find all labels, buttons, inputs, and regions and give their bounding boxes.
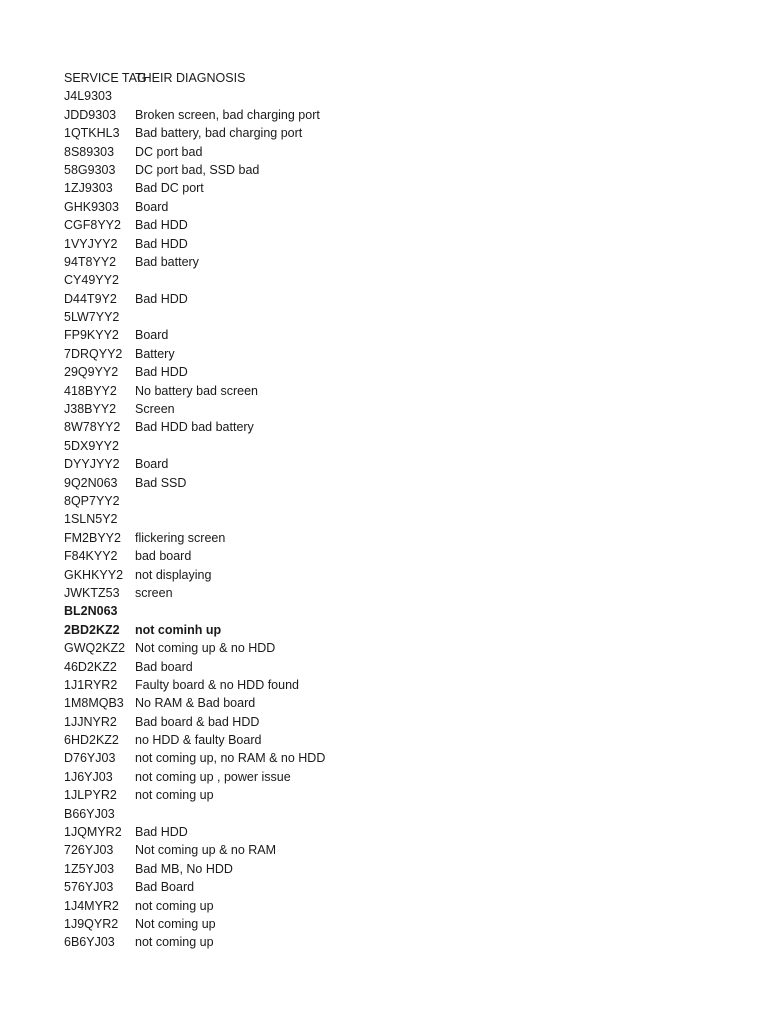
service-tag-cell: 8W78YY2: [64, 420, 121, 435]
table-row: [64, 676, 744, 694]
diagnosis-cell: Bad HDD: [135, 236, 188, 251]
diagnosis-cell: Bad board: [135, 659, 193, 674]
diagnosis-cell: Board: [135, 457, 169, 472]
header-service-tag: SERVICE TAG: [64, 71, 147, 85]
diagnosis-cell: Bad battery, bad charging port: [135, 126, 303, 141]
diagnosis-cell: Bad HDD: [135, 291, 188, 306]
service-tag-cell: 1VYJYY2: [64, 236, 118, 251]
service-tag-cell: JWKTZ53: [64, 585, 120, 600]
table-row: [64, 658, 744, 676]
table-row: [64, 216, 744, 234]
table-row: [64, 841, 744, 859]
service-tag-cell: 1JJNYR2: [64, 714, 117, 729]
service-tag-cell: 726YJ03: [64, 843, 114, 858]
service-tag-cell: 9Q2N063: [64, 475, 118, 490]
service-tag-cell: 1Z5YJ03: [64, 861, 115, 876]
service-tag-cell: 1J6YJ03: [64, 769, 113, 784]
service-tag-cell: FP9KYY2: [64, 328, 119, 343]
table-row: [64, 878, 744, 896]
service-tag-cell: 29Q9YY2: [64, 365, 119, 380]
service-tag-cell: 576YJ03: [64, 880, 114, 895]
table-row: [64, 805, 744, 823]
diagnosis-cell: screen: [135, 585, 173, 600]
service-tag-cell: GHK9303: [64, 199, 119, 214]
table-row: [64, 897, 744, 915]
service-tag-cell: 2BD2KZ2: [64, 622, 120, 637]
diagnosis-cell: not coming up: [135, 898, 214, 913]
table-row: [64, 290, 744, 308]
table-row: [64, 124, 744, 142]
service-tag-cell: D44T9Y2: [64, 291, 117, 306]
service-tag-cell: 418BYY2: [64, 383, 117, 398]
service-tag-cell: 6HD2KZ2: [64, 733, 119, 748]
service-tag-cell: 6B6YJ03: [64, 935, 115, 950]
table-body: [64, 87, 744, 951]
table-row: [64, 437, 744, 455]
service-tag-cell: 5DX9YY2: [64, 438, 119, 453]
diagnosis-cell: Bad Board: [135, 880, 195, 895]
diagnosis-cell: No battery bad screen: [135, 383, 258, 398]
diagnosis-cell: Board: [135, 199, 169, 214]
service-tag-cell: 1M8MQB3: [64, 696, 124, 711]
service-tag-cell: 46D2KZ2: [64, 659, 117, 674]
diagnosis-cell: DC port bad, SSD bad: [135, 162, 260, 177]
service-tag-cell: J4L9303: [64, 89, 112, 104]
table-row: [64, 713, 744, 731]
service-tag-cell: 8S89303: [64, 144, 115, 159]
diagnosis-cell: Bad board & bad HDD: [135, 714, 260, 729]
table-row: [64, 639, 744, 657]
table-row: [64, 418, 744, 436]
service-tag-cell: FM2BYY2: [64, 530, 121, 545]
table-row: [64, 584, 744, 602]
header-diagnosis: THEIR DIAGNOSIS: [135, 71, 246, 85]
table-row: [64, 786, 744, 804]
table-row: [64, 933, 744, 951]
service-tag-cell: 58G9303: [64, 162, 116, 177]
table-row: [64, 529, 744, 547]
service-tag-cell: 1J1RYR2: [64, 677, 118, 692]
table-row: [64, 455, 744, 473]
table-row: [64, 198, 744, 216]
table-row: [64, 161, 744, 179]
table-row: [64, 492, 744, 510]
service-tag-cell: 1JQMYR2: [64, 825, 122, 840]
diagnosis-cell: not coming up: [135, 788, 214, 803]
diagnosis-cell: no HDD & faulty Board: [135, 733, 262, 748]
service-tag-cell: 1J4MYR2: [64, 898, 119, 913]
service-tag-cell: D76YJ03: [64, 751, 116, 766]
table-row: [64, 694, 744, 712]
table-row: [64, 768, 744, 786]
service-tag-cell: 94T8YY2: [64, 254, 117, 269]
diagnosis-cell: not coming up, no RAM & no HDD: [135, 751, 326, 766]
diagnosis-cell: Board: [135, 328, 169, 343]
service-tag-cell: 1JLPYR2: [64, 788, 117, 803]
service-tag-cell: F84KYY2: [64, 549, 118, 564]
table-row: [64, 400, 744, 418]
service-tag-cell: DYYJYY2: [64, 457, 120, 472]
diagnosis-cell: Faulty board & no HDD found: [135, 677, 299, 692]
diagnosis-cell: No RAM & Bad board: [135, 696, 256, 711]
table-row: [64, 253, 744, 271]
service-tag-cell: GKHKYY2: [64, 567, 124, 582]
diagnosis-cell: not coming up , power issue: [135, 769, 291, 784]
table-row: [64, 87, 744, 105]
table-row: [64, 326, 744, 344]
table-row: [64, 823, 744, 841]
diagnosis-cell: Broken screen, bad charging port: [135, 107, 320, 122]
service-tag-cell: 1SLN5Y2: [64, 512, 118, 527]
diagnosis-cell: not cominh up: [135, 622, 222, 637]
table-row: [64, 731, 744, 749]
diagnosis-cell: Bad MB, No HDD: [135, 861, 233, 876]
diagnosis-cell: Bad HDD: [135, 365, 188, 380]
diagnosis-cell: not displaying: [135, 567, 212, 582]
table-row: [64, 308, 744, 326]
diagnosis-cell: Bad SSD: [135, 475, 187, 490]
table-row: [64, 271, 744, 289]
diagnosis-cell: not coming up: [135, 935, 214, 950]
table-row: [64, 915, 744, 933]
table-row: [64, 602, 744, 620]
service-tag-cell: CGF8YY2: [64, 218, 121, 233]
table-row: [64, 566, 744, 584]
service-tag-cell: J38BYY2: [64, 402, 117, 417]
service-tag-cell: BL2N063: [64, 604, 118, 619]
table-row: [64, 382, 744, 400]
diagnosis-cell: Bad DC port: [135, 181, 204, 196]
diagnosis-cell: Bad battery: [135, 254, 199, 269]
service-tag-cell: B66YJ03: [64, 806, 115, 821]
header-row: [64, 69, 744, 87]
diagnosis-cell: Screen: [135, 402, 175, 417]
service-tag-cell: 1J9QYR2: [64, 916, 119, 931]
service-tag-cell: 8QP7YY2: [64, 493, 120, 508]
service-tag-cell: CY49YY2: [64, 273, 119, 288]
table-row: [64, 106, 744, 124]
table-row: [64, 547, 744, 565]
table-row: [64, 474, 744, 492]
table-row: [64, 510, 744, 528]
table-row: [64, 621, 744, 639]
service-tag-cell: 7DRQYY2: [64, 346, 123, 361]
diagnosis-cell: DC port bad: [135, 144, 203, 159]
table-row: [64, 235, 744, 253]
diagnosis-cell: flickering screen: [135, 530, 226, 545]
diagnosis-cell: Battery: [135, 346, 175, 361]
diagnosis-cell: Bad HDD: [135, 218, 188, 233]
table-row: [64, 749, 744, 767]
table-row: [64, 363, 744, 381]
table-row: [64, 345, 744, 363]
service-tag-cell: 1QTKHL3: [64, 126, 120, 141]
diagnosis-cell: Bad HDD bad battery: [135, 420, 254, 435]
diagnosis-sheet: [64, 69, 744, 952]
service-tag-cell: GWQ2KZ2: [64, 641, 126, 656]
table-row: [64, 179, 744, 197]
diagnosis-cell: Bad HDD: [135, 825, 188, 840]
diagnosis-cell: bad board: [135, 549, 192, 564]
service-tag-cell: 5LW7YY2: [64, 310, 120, 325]
table-row: [64, 143, 744, 161]
diagnosis-cell: Not coming up & no HDD: [135, 641, 276, 656]
service-tag-cell: JDD9303: [64, 107, 117, 122]
diagnosis-cell: Not coming up: [135, 916, 216, 931]
service-tag-cell: 1ZJ9303: [64, 181, 113, 196]
diagnosis-cell: Not coming up & no RAM: [135, 843, 277, 858]
table-row: [64, 860, 744, 878]
